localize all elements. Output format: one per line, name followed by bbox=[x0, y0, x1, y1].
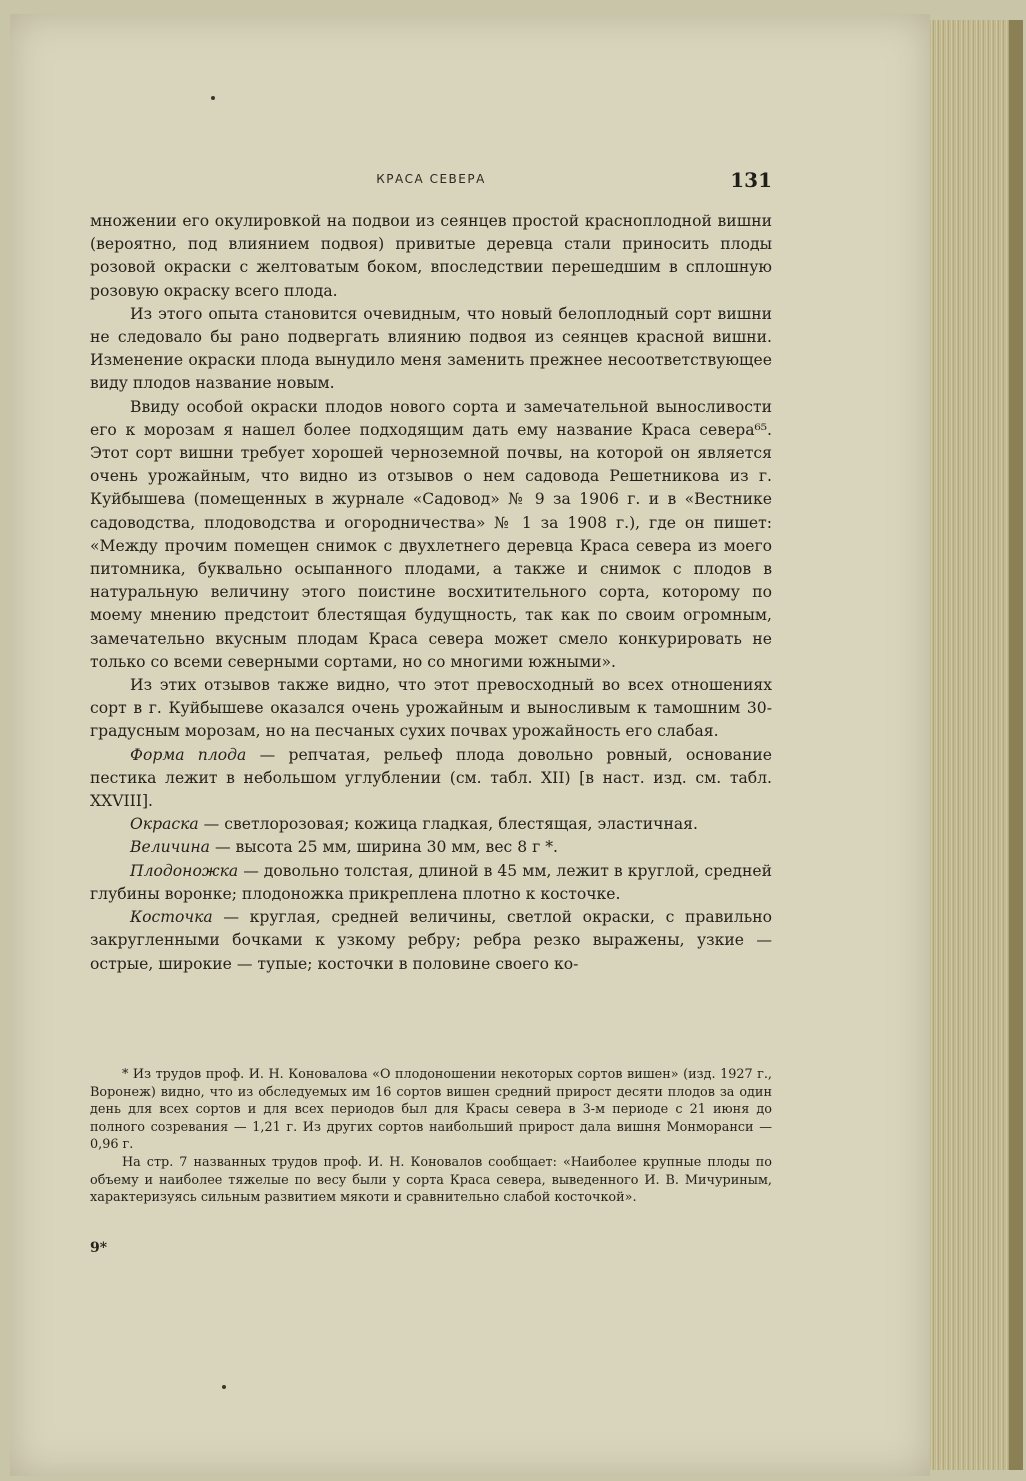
paragraph: множении его окулировкой на подвои из сеянцев простой краснoплодной вишни (вероятно, под влиянием подвоя) привитые деревца стали приносить плоды розовой окраски с желтоватым боком, впоследствии перешедшим в сплошную розовую окраску всего плода. bbox=[90, 212, 772, 300]
speck bbox=[211, 96, 215, 100]
description-form bbox=[90, 744, 772, 814]
description-size bbox=[90, 836, 772, 859]
term-text: — круглая, средней величины, светлой окраски, с правильно закругленными бочками к узкому ребру; ребра резко выражены, узкие — острые, широкие — тупые; косточки в половине своего ко- bbox=[90, 908, 772, 973]
book-page-edges bbox=[925, 20, 1023, 1470]
term-text: — светлорозовая; кожица гладкая, блестящая, эластичная. bbox=[198, 815, 698, 834]
term: Окраска bbox=[130, 815, 199, 834]
term: Плодоножка bbox=[130, 861, 239, 880]
footnote: * Из трудов проф. И. Н. Коновалова «О плодоношении некоторых сортов вишен» (изд. 1927 г., Воронеж) видно, что из обследуемых им 16 сортов вишен средний прирост десяти плодов за один день для всех сортов и для всех периодов был для Красы севера в 3-м периоде с 21 июня до полного созревания — 1,21 г. Из других сортов наибольший прирост дала вишня Монморанси — 0,96 г. bbox=[90, 1067, 772, 1153]
signature-mark: 9* bbox=[90, 1240, 108, 1256]
paragraph: Из этих отзывов также видно, что этот превосходный во всех отношениях сорт в г. Куйбышеве оказался очень урожайным и выносливым к тамошним 30-градусным морозам, но на песчаных сухих почвах урожайность его слабая. bbox=[90, 676, 772, 741]
paragraph: Ввиду особой окраски плодов нового сорта и замечательной выносливости его к морозам я нашел более подходящим дать ему название Краса севера⁶⁵. Этот сорт вишни требует хорошей черноземной почвы, на которой он является очень урожайным, что видно из отзывов о нем садовода Решетникова из г. Куйбышева (помещенных в журнале «Садовод» № 9 за 1906 г. и в «Вестнике садоводства, плодоводства и огородничества» № 1 за 1908 г.), где он пишет: «Между прочим помещен снимок с двухлетнего деревца Краса севера из моего питомника, буквально осыпанного плодами, а также и снимок с плодов в натуральную величину этого поистине восхитительного сорта, которому по моему мнению предстоит блестящая будущность, так как по своим огромным, замечательно вкусным плодам Краса севера может смело конкурировать не только со всеми северными сортами, но со многими южными». bbox=[90, 397, 772, 671]
speck bbox=[222, 1385, 226, 1389]
term: Косточка bbox=[130, 908, 213, 927]
paragraph: Из этого опыта становится очевидным, что новый белоплодный сорт вишни не следовало бы рано подвергать влиянию подвоя из сеянцев красной вишни. Изменение окраски плода вынудило меня заменить прежнее несоответствующее виду плодов название новым. bbox=[90, 304, 772, 393]
term-text: — высота 25 мм, ширина 30 мм, вес 8 г *. bbox=[209, 838, 558, 857]
term: Величина bbox=[130, 838, 210, 857]
main-text bbox=[90, 210, 772, 976]
footnote: На стр. 7 названных трудов проф. И. Н. Коновалов сообщает: «Наиболее крупные плоды по объему и наиболее тяжелые по весу были у сорта Краса севера, выведенного И. В. Мичуриным, характеризуясь сильным развитием мякоти и сравнительно слабой косточкой». bbox=[90, 1154, 772, 1206]
running-title: КРАСА СЕВЕРА bbox=[376, 172, 486, 186]
description-stem bbox=[90, 860, 772, 906]
footnotes bbox=[90, 1066, 772, 1207]
page-number: 131 bbox=[730, 168, 772, 192]
description-pit bbox=[90, 906, 772, 976]
term-text: — репчатая, рельеф плода довольно ровный, основание пестика лежит в небольшом углублении (см. табл. XII) [в наст. изд. см. табл. XXVIII]. bbox=[90, 745, 772, 811]
term: Форма плода bbox=[130, 745, 247, 764]
page-header bbox=[90, 168, 772, 194]
term-text: — довольно толстая, длиной в 45 мм, лежит в круглой, средней глубины воронке; плодоножка прикреплена плотно к косточке. bbox=[90, 861, 772, 903]
description-color bbox=[90, 813, 772, 836]
